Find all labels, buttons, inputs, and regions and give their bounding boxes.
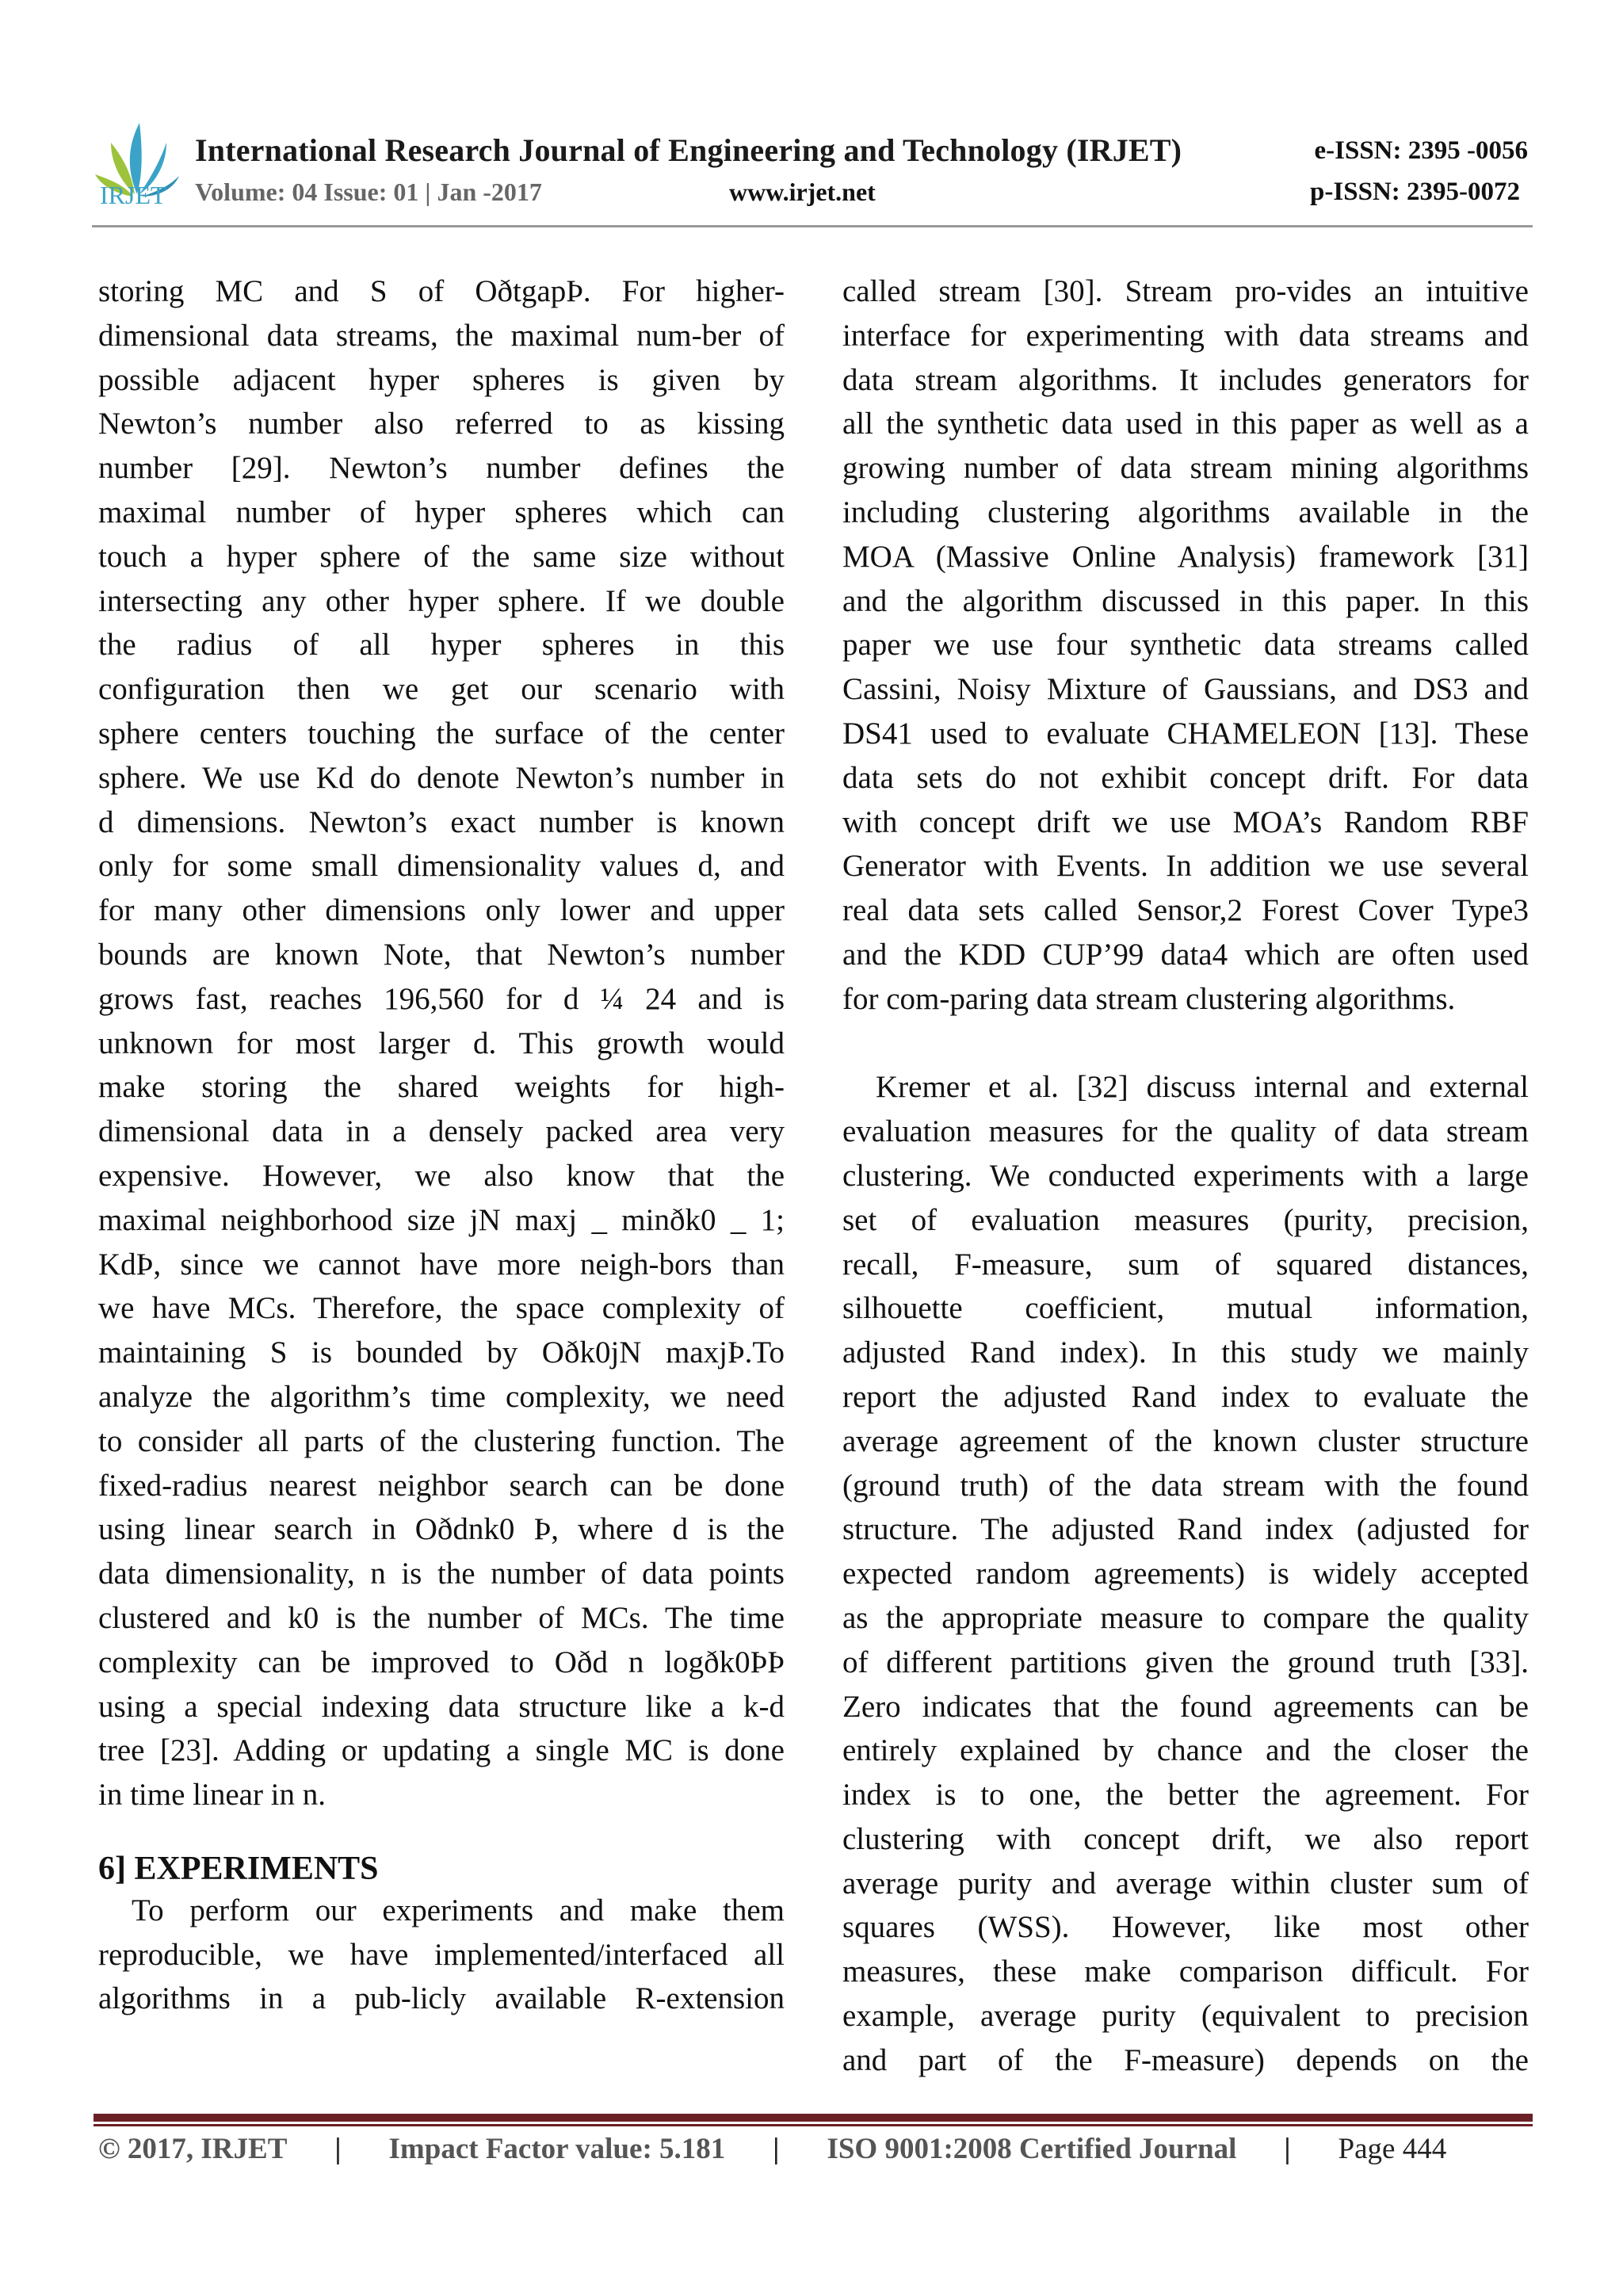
text-line: average agreement of the known cluster structure xyxy=(842,1423,1529,1458)
text-line: maximal neighborhood size jN maxj _ minðk0 _ 1; xyxy=(98,1202,785,1237)
text-line: we have MCs. Therefore, the space complexity of xyxy=(98,1291,785,1326)
text-line: clustered and k0 is the number of MCs. The time xyxy=(98,1600,785,1635)
copyright: © 2017, IRJET xyxy=(98,2133,288,2165)
text-line: algorithms in a pub-licly available R-extension xyxy=(98,1981,785,2016)
text-line: using linear search in Oðdnk0 Þ, where d is the xyxy=(98,1512,785,1547)
text-line: the radius of all hyper spheres in this xyxy=(98,628,785,663)
impact-factor: Impact Factor value: 5.181 xyxy=(388,2133,726,2165)
text-line: dimensional data in a densely packed area very xyxy=(98,1114,785,1149)
paragraph-gap xyxy=(842,1022,1529,1066)
text-line: intersecting any other hyper sphere. If we double xyxy=(98,583,785,618)
text-line: d dimensions. Newton’s exact number is known xyxy=(98,804,785,839)
p-issn: p-ISSN: 2395-0072 xyxy=(1310,178,1520,206)
text-line: Cassini, Noisy Mixture of Gaussians, and DS3 and xyxy=(842,672,1529,707)
footer xyxy=(98,2132,1525,2166)
text-line: in time linear in n. xyxy=(98,1778,327,1813)
text-line: adjusted Rand index). In this study we mainly xyxy=(842,1335,1529,1370)
volume-issue: Volume: 04 Issue: 01 | Jan -2017 xyxy=(195,178,542,206)
text-line: data dimensionality, n is the number of data points xyxy=(98,1557,785,1591)
paragraph xyxy=(98,1889,785,2021)
text-line: data sets do not exhibit concept drift. For data xyxy=(842,760,1529,795)
header-divider xyxy=(92,225,1533,227)
text-line: of different partitions given the ground truth [33]. xyxy=(842,1645,1529,1679)
text-line: to consider all parts of the clustering function. The xyxy=(98,1423,785,1458)
section-heading: 6] EXPERIMENTS xyxy=(98,1850,379,1887)
text-line: example, average purity (equivalent to precision xyxy=(842,1999,1529,2034)
text-line: dimensional data streams, the maximal num-ber of xyxy=(98,318,785,353)
text-line: expected random agreements) is widely accepted xyxy=(842,1557,1529,1591)
text-line: squares (WSS). However, like most other xyxy=(842,1910,1529,1945)
footer-separator: | xyxy=(773,2133,780,2165)
text-line: sphere. We use Kd do denote Newton’s number in xyxy=(98,760,785,795)
text-line: and the algorithm discussed in this paper. In this xyxy=(842,583,1529,618)
text-line: entirely explained by chance and the closer the xyxy=(842,1733,1529,1768)
text-line: and the KDD CUP’99 data4 which are often used xyxy=(842,937,1529,972)
text-line: maximal number of hyper spheres which can xyxy=(98,495,785,529)
text-line: tree [23]. Adding or updating a single MC is done xyxy=(98,1733,785,1768)
journal-website: www.irjet.net xyxy=(729,178,876,206)
right-column xyxy=(842,269,1529,2083)
logo-text: IRJET xyxy=(100,181,166,209)
text-line: for many other dimensions only lower and upper xyxy=(98,893,785,928)
text-line: for com-paring data stream clustering algorithms. xyxy=(842,981,1456,1016)
text-line: as the appropriate measure to compare the quality xyxy=(842,1600,1529,1635)
text-line: structure. The adjusted Rand index (adjusted for xyxy=(842,1512,1529,1547)
text-line: reproducible, we have implemented/interfaced all xyxy=(98,1937,785,1972)
text-line: unknown for most larger d. This growth would xyxy=(98,1026,785,1060)
text-line: only for some small dimensionality values d, and xyxy=(98,849,785,884)
paragraph xyxy=(842,1065,1529,2082)
text-line: DS41 used to evaluate CHAMELEON [13]. These xyxy=(842,716,1529,751)
text-line: paper we use four synthetic data streams called xyxy=(842,628,1529,663)
footer-bar-thin xyxy=(94,2124,1533,2126)
e-issn: e-ISSN: 2395 -0056 xyxy=(1314,136,1528,165)
text-line: all the synthetic data used in this paper as well as a xyxy=(842,407,1529,441)
text-line: index is to one, the better the agreement. For xyxy=(842,1778,1529,1813)
footer-bar xyxy=(94,2114,1533,2122)
text-line: called stream [30]. Stream pro-vides an intuitive xyxy=(842,274,1529,308)
text-line: maintaining S is bounded by Oðk0jN maxjÞ.To xyxy=(98,1335,785,1370)
text-line: silhouette coefficient, mutual information, xyxy=(842,1291,1529,1326)
text-line: touch a hyper sphere of the same size without xyxy=(98,539,785,574)
text-line: bounds are known Note, that Newton’s number xyxy=(98,937,785,972)
text-line: complexity can be improved to Oðd n logðk0ÞÞ xyxy=(98,1645,785,1679)
text-line: interface for experimenting with data streams and xyxy=(842,318,1529,353)
text-line: make storing the shared weights for high- xyxy=(98,1070,785,1105)
text-line: fixed-radius nearest neighbor search can be done xyxy=(98,1468,785,1503)
text-line: growing number of data stream mining algorithms xyxy=(842,451,1529,486)
text-line: To perform our experiments and make them xyxy=(132,1893,785,1927)
text-line: configuration then we get our scenario with xyxy=(98,672,785,707)
text-line: evaluation measures for the quality of data stream xyxy=(842,1114,1529,1149)
journal-title: International Research Journal of Engineering and Technology (IRJET) xyxy=(195,132,1182,168)
text-line: KdÞ, since we cannot have more neigh-bors than xyxy=(98,1247,785,1282)
text-line: and part of the F-measure) depends on the xyxy=(842,2042,1529,2077)
page-number: Page 444 xyxy=(1338,2133,1447,2165)
text-line: number [29]. Newton’s number defines the xyxy=(98,451,785,486)
text-line: average purity and average within cluster sum of xyxy=(842,1866,1529,1901)
paragraph xyxy=(98,269,785,1817)
iso-certification: ISO 9001:2008 Certified Journal xyxy=(827,2133,1237,2165)
text-line: Generator with Events. In addition we use several xyxy=(842,849,1529,884)
text-line: Zero indicates that the found agreements can be xyxy=(842,1689,1529,1724)
text-line: clustering. We conducted experiments with a large xyxy=(842,1158,1529,1193)
text-line: including clustering algorithms available in the xyxy=(842,495,1529,529)
text-line: possible adjacent hyper spheres is given by xyxy=(98,362,785,397)
text-line: grows fast, reaches 196,560 for d ¼ 24 and is xyxy=(98,981,785,1016)
text-line: Kremer et al. [32] discuss internal and external xyxy=(876,1070,1529,1105)
text-line: clustering with concept drift, we also report xyxy=(842,1821,1529,1856)
text-line: analyze the algorithm’s time complexity, we need xyxy=(98,1379,785,1414)
paragraph xyxy=(842,269,1529,1022)
text-line: storing MC and S of OðtgapÞ. For higher- xyxy=(98,274,785,308)
text-line: MOA (Massive Online Analysis) framework [31] xyxy=(842,539,1529,574)
text-line: with concept drift we use MOA’s Random RBF xyxy=(842,804,1529,839)
text-line: report the adjusted Rand index to evaluate the xyxy=(842,1379,1529,1414)
left-column xyxy=(98,269,785,2021)
footer-separator: | xyxy=(334,2133,342,2165)
footer-separator: | xyxy=(1284,2133,1291,2165)
text-line: (ground truth) of the data stream with the found xyxy=(842,1468,1529,1503)
text-line: measures, these make comparison difficult. For xyxy=(842,1954,1529,1989)
text-line: data stream algorithms. It includes generators for xyxy=(842,362,1529,397)
text-line: sphere centers touching the surface of the center xyxy=(98,716,785,751)
text-line: real data sets called Sensor,2 Forest Cover Type3 xyxy=(842,893,1529,928)
text-line: Newton’s number also referred to as kissing xyxy=(98,407,785,441)
text-line: recall, F-measure, sum of squared distances, xyxy=(842,1247,1529,1282)
text-line: using a special indexing data structure like a k-d xyxy=(98,1689,785,1724)
text-line: set of evaluation measures (purity, precision, xyxy=(842,1202,1529,1237)
text-line: expensive. However, we also know that the xyxy=(98,1158,785,1193)
